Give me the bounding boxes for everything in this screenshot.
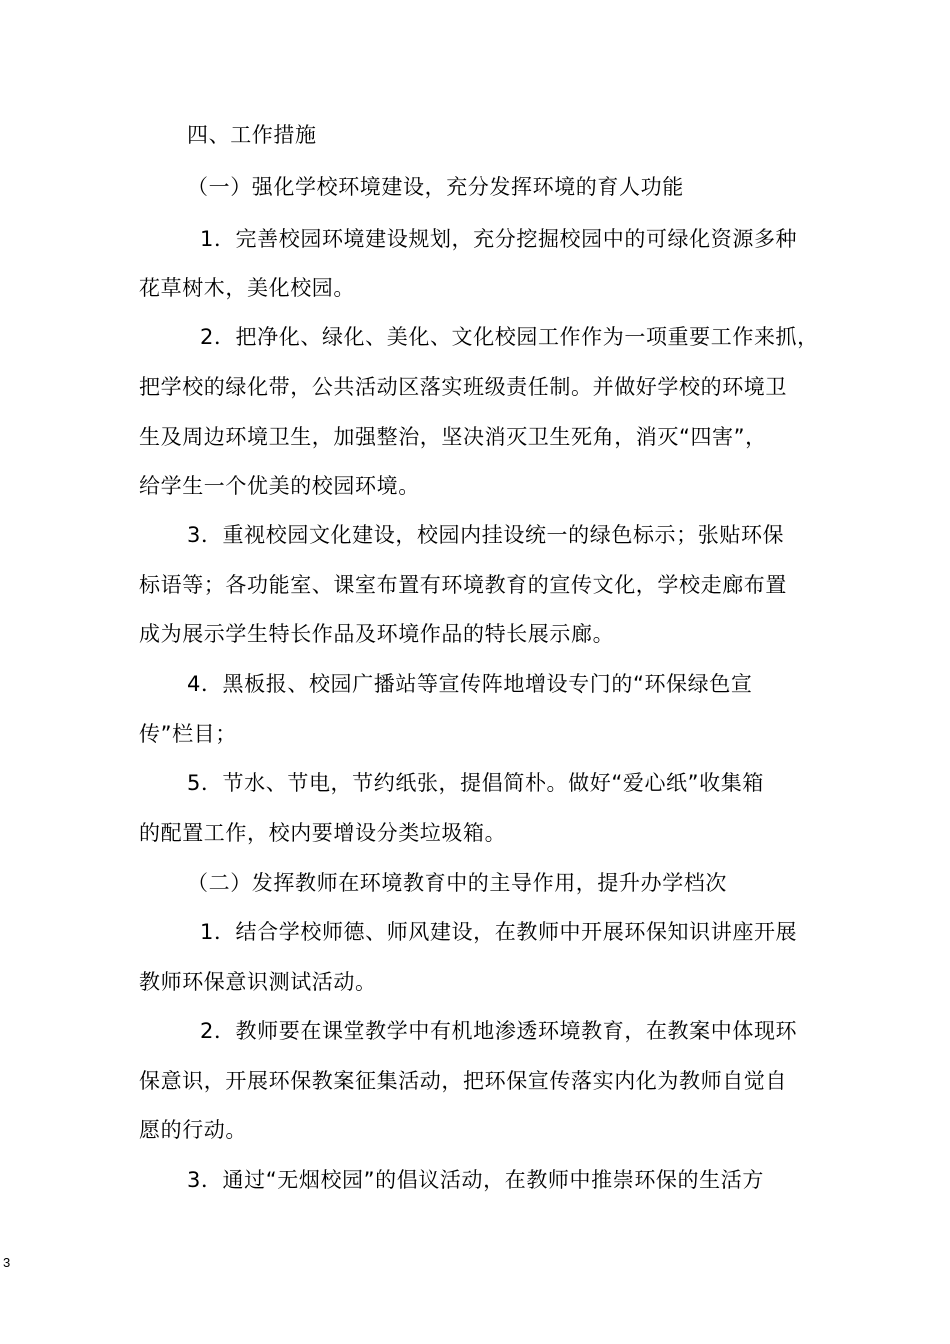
paragraph-line: 4．黑板报、校园广播站等宣传阵地增设专门的“环保绿色宣: [187, 672, 753, 696]
paragraph-line: 的配置工作，校内要增设分类垃圾箱。: [139, 821, 507, 845]
paragraph-line: 2．把净化、绿化、美化、文化校园工作作为一项重要工作来抓，: [200, 325, 819, 349]
paragraph-line: 标语等；各功能室、课室布置有环境教育的宣传文化，学校走廊布置: [139, 573, 787, 597]
paragraph-line: 1．结合学校师德、师风建设，在教师中开展环保知识讲座开展: [200, 920, 798, 944]
paragraph-line: 3．通过“无烟校园”的倡议活动，在教师中推崇环保的生活方: [187, 1168, 764, 1192]
paragraph-line: 把学校的绿化带，公共活动区落实班级责任制。并做好学校的环境卫: [139, 375, 787, 399]
paragraph-line: 花草树木，美化校园。: [139, 276, 355, 300]
page-number: 3: [3, 1255, 11, 1270]
paragraph-line: 1．完善校园环境建设规划，充分挖掘校园中的可绿化资源多种: [200, 227, 798, 251]
paragraph-line: 教师环保意识测试活动。: [139, 970, 377, 994]
subsection-heading: （二）发挥教师在环境教育中的主导作用，提升办学档次: [187, 871, 727, 895]
paragraph-line: 3．重视校园文化建设，校园内挂设统一的绿色标示；张贴环保: [187, 523, 785, 547]
paragraph-line: 保意识，开展环保教案征集活动，把环保宣传落实内化为教师自觉自: [139, 1069, 787, 1093]
paragraph-line: 生及周边环境卫生，加强整治，坚决消灭卫生死角，消灭“四害”，: [139, 425, 767, 449]
section-heading: 四、工作措施: [187, 123, 317, 147]
paragraph-line: 5．节水、节电，节约纸张，提倡简朴。做好“爱心纸”收集箱: [187, 771, 764, 795]
subsection-heading: （一）强化学校环境建设，充分发挥环境的育人功能: [187, 175, 684, 199]
paragraph-line: 给学生一个优美的校园环境。: [139, 474, 420, 498]
paragraph-line: 愿的行动。: [139, 1118, 247, 1142]
paragraph-line: 传”栏目；: [139, 722, 237, 746]
paragraph-line: 2．教师要在课堂教学中有机地渗透环境教育，在教案中体现环: [200, 1019, 798, 1043]
paragraph-line: 成为展示学生特长作品及环境作品的特长展示廊。: [139, 622, 615, 646]
